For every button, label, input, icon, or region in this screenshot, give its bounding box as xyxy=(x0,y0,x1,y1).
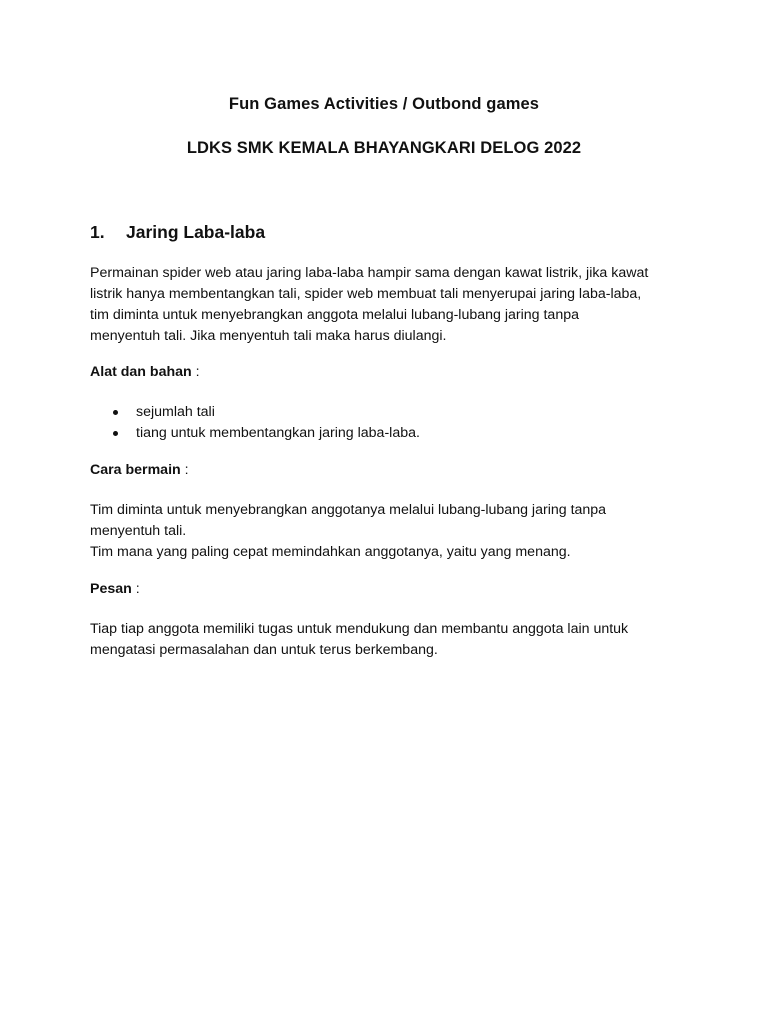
list-item xyxy=(90,423,420,444)
how-line: Tim diminta untuk menyebrangkan anggotanya melalui lubang-lubang jaring tanpa xyxy=(90,502,607,518)
intro-line: menyentuh tali. Jika menyentuh tali maka harus diulangi. xyxy=(90,328,447,344)
tools-label xyxy=(90,364,200,380)
document-title: Fun Games Activities / Outbond games xyxy=(228,95,540,113)
intro-line: Permainan spider web atau jaring laba-laba hampir sama dengan kawat listrik, jika kawat xyxy=(90,265,649,281)
message-line: Tiap tiap anggota memiliki tugas untuk mendukung dan membantu anggota lain untuk xyxy=(90,621,629,637)
tools-label-text: Alat dan bahan xyxy=(90,364,192,380)
tools-list xyxy=(90,402,420,444)
bullet-icon xyxy=(113,410,118,415)
how-to-play-label xyxy=(90,462,189,478)
message-label xyxy=(90,581,140,597)
intro-line: listrik hanya membentangkan tali, spider web membuat tali menyerupai jaring laba-laba, xyxy=(90,286,642,302)
section-title: Jaring Laba-laba xyxy=(126,222,266,242)
message-paragraph xyxy=(90,619,690,661)
list-item-text: sejumlah tali xyxy=(136,404,215,420)
tools-label-suffix: : xyxy=(191,364,200,380)
intro-line: tim diminta untuk menyebrangkan anggota melalui lubang-lubang jaring tanpa xyxy=(90,307,579,323)
message-line: mengatasi permasalahan dan untuk terus berkembang. xyxy=(90,642,438,658)
section-number: 1. xyxy=(90,222,105,242)
how-to-play-paragraph xyxy=(90,500,690,563)
message-label-text: Pesan xyxy=(90,581,132,597)
list-item-text: tiang untuk membentangkan jaring laba-laba. xyxy=(136,425,420,441)
how-label-suffix: : xyxy=(180,462,189,478)
how-line: menyentuh tali. xyxy=(90,523,187,539)
section-heading xyxy=(90,222,265,243)
intro-paragraph xyxy=(90,263,690,347)
bullet-icon xyxy=(113,431,118,436)
list-item xyxy=(90,402,420,423)
how-line: Tim mana yang paling cepat memindahkan anggotanya, yaitu yang menang. xyxy=(90,544,571,560)
how-label-text: Cara bermain xyxy=(90,462,181,478)
message-label-suffix: : xyxy=(131,581,140,597)
document-subtitle: LDKS SMK KEMALA BHAYANGKARI DELOG 2022 xyxy=(186,139,582,157)
